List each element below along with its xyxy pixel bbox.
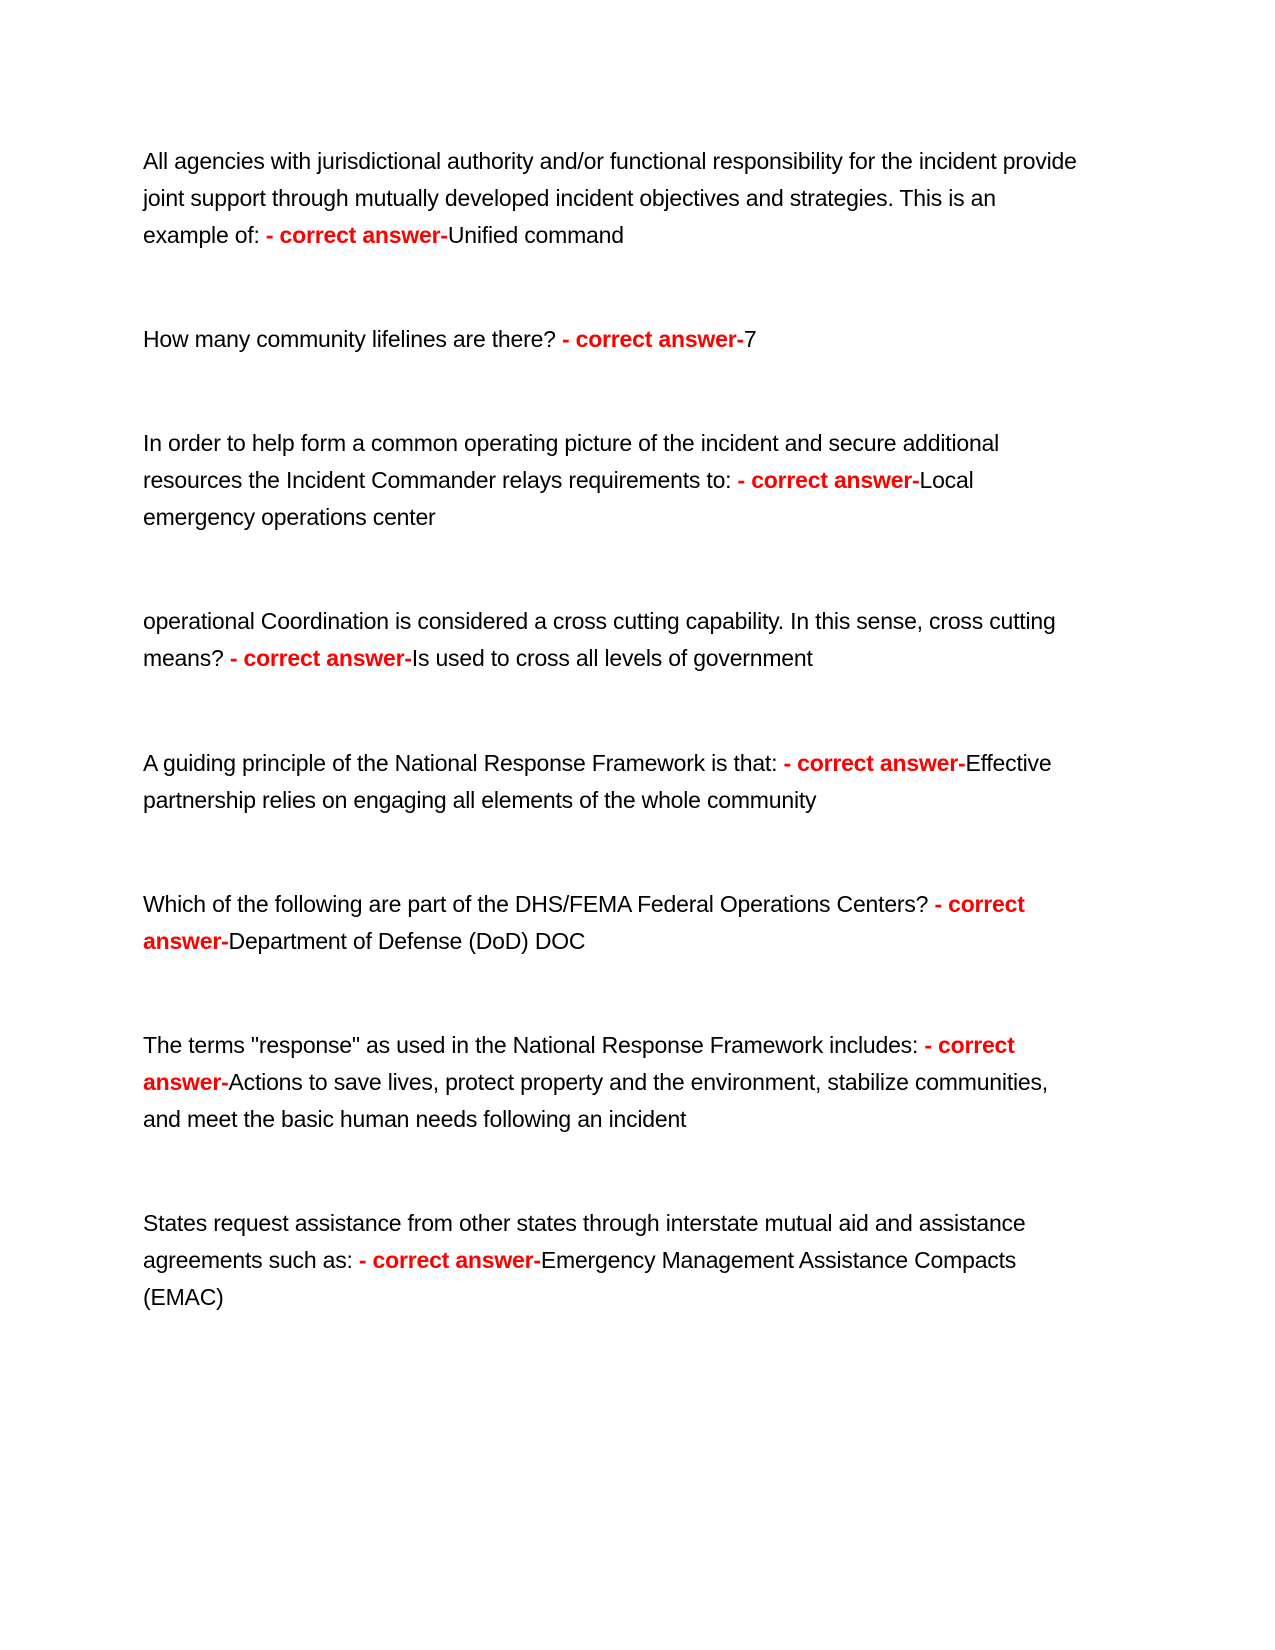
qa-item-7 (143, 1027, 1078, 1138)
correct-answer-label: - correct answer- (561, 326, 744, 352)
correct-answer-label: - correct answer- (737, 467, 920, 493)
qa-item-5 (143, 745, 1078, 819)
correct-answer-label: - correct answer- (265, 222, 448, 248)
qa-item-3 (143, 425, 1078, 536)
question-text: In order to help form a common operating picture of the incident and secure additional resources the Incident Commander relays requirements to: (143, 430, 1000, 493)
correct-answer-label: - correct answer- (143, 1032, 1015, 1095)
answer-text: Emergency Management Assistance Compacts (EMAC) (143, 1247, 1017, 1310)
answer-text: Department of Defense (DoD) DOC (228, 928, 586, 954)
answer-text: Is used to cross all levels of government (411, 645, 813, 671)
answer-text: 7 (743, 326, 757, 352)
question-text: The terms "response" as used in the National Response Framework includes: (143, 1032, 925, 1058)
qa-item-2 (143, 321, 1078, 358)
question-text: All agencies with jurisdictional authority and/or functional responsibility for the incident provide joint support through mutually developed incident objectives and strategies. This is an example of: (143, 148, 1077, 248)
question-text: Which of the following are part of the DHS/FEMA Federal Operations Centers? (143, 891, 935, 917)
answer-text: Unified command (447, 222, 624, 248)
qa-item-1 (143, 143, 1078, 254)
correct-answer-label: - correct answer- (358, 1247, 541, 1273)
qa-item-6 (143, 886, 1078, 960)
answer-text: Local emergency operations center (143, 467, 974, 530)
qa-item-8 (143, 1205, 1078, 1316)
answer-text: Effective partnership relies on engaging all elements of the whole community (143, 750, 1052, 813)
answer-text: Actions to save lives, protect property and the environment, stabilize communities, and meet the basic human needs following an incident (143, 1069, 1048, 1132)
correct-answer-label: - correct answer- (143, 891, 1025, 954)
question-text: States request assistance from other states through interstate mutual aid and assistance agreements such as: (143, 1210, 1026, 1273)
qa-item-4 (143, 603, 1078, 677)
question-text: A guiding principle of the National Response Framework is that: (143, 750, 784, 776)
question-text: operational Coordination is considered a cross cutting capability. In this sense, cross cutting means? (143, 608, 1056, 671)
correct-answer-label: - correct answer- (229, 645, 412, 671)
correct-answer-label: - correct answer- (783, 750, 966, 776)
question-text: How many community lifelines are there? (143, 326, 562, 352)
